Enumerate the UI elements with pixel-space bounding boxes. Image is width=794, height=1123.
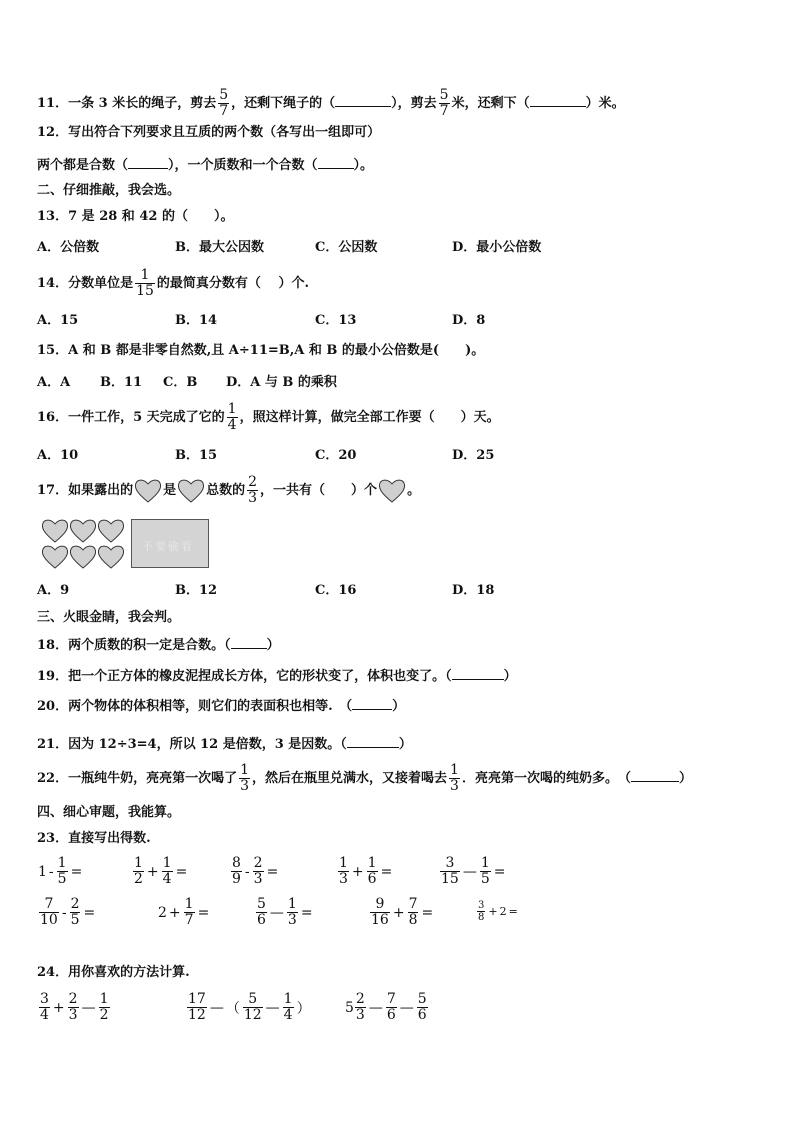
- fraction: $\frac{1}{3}$: [450, 762, 459, 794]
- calc-item: 5 $\frac{2}{3}$ — $\frac{7}{6}$ — $\frac{5}{6}$: [345, 991, 427, 1023]
- option-b[interactable]: B．最大公因数: [175, 240, 264, 255]
- fraction: $\frac{2}{3}$: [248, 474, 258, 506]
- answer-blank[interactable]: [347, 735, 399, 748]
- question-12: 12．写出符合下列要求且互质的两个数（各写出一组即可）: [37, 125, 381, 140]
- option-a[interactable]: A．10: [37, 448, 79, 463]
- question-13: 13．7 是 28 和 42 的（ ）。: [37, 209, 234, 224]
- option-c[interactable]: C．公因数: [315, 240, 378, 255]
- question-11: 11．一条 3 米长的绳子，剪去 $\frac{5}{7}$ ，还剩下绳子的（ ），剪去 $\frac{5}{7}$ 米，还剩下（ ）米。: [37, 87, 625, 119]
- hearts-figure: [40, 517, 128, 571]
- answer-blank[interactable]: [530, 94, 586, 107]
- heart-icon: [42, 546, 67, 568]
- option-c[interactable]: C．16: [315, 583, 357, 598]
- calc-item: 1 - $\frac{1}{5}$ =: [38, 855, 83, 887]
- option-a[interactable]: A．A: [37, 375, 71, 390]
- question-19: 19．把一个正方体的橡皮泥捏成长方体，它的形状变了，体积也变了。（ ）: [37, 669, 517, 684]
- question-18: 18．两个质数的积一定是合数。（ ）: [37, 638, 280, 653]
- option-a[interactable]: A．15: [37, 313, 79, 328]
- option-c[interactable]: C．B: [163, 375, 198, 390]
- option-c[interactable]: C．20: [315, 448, 357, 463]
- calc-item: $\frac{1}{2}$ + $\frac{1}{4}$ =: [134, 855, 188, 887]
- section-heading: 四、细心审题，我能算。: [37, 805, 181, 820]
- calc-item: $\frac{7}{10}$ - $\frac{2}{5}$ =: [40, 896, 96, 928]
- heart-icon: [133, 478, 163, 504]
- question-22: 22．一瓶纯牛奶，亮亮第一次喝了 $\frac{1}{3}$ ，然后在瓶里兑满水，又接着喝去 $\frac{1}{3}$ ．亮亮第一次喝的纯奶多。 （ ）: [37, 762, 692, 794]
- option-d[interactable]: D．18: [452, 583, 495, 598]
- option-d[interactable]: D．25: [452, 448, 495, 463]
- fraction: $\frac{1}{4}$: [227, 401, 237, 433]
- fraction: $\frac{1}{15}$: [136, 267, 154, 299]
- calc-item: $\frac{17}{12}$ — （ $\frac{5}{12}$ — $\frac{1}{4}$ ）: [188, 991, 311, 1023]
- question-14: 14．分数单位是 $\frac{1}{15}$ 的最简真分数有（ ）个.: [37, 267, 309, 299]
- heart-icon: [377, 478, 407, 504]
- answer-blank[interactable]: [452, 667, 504, 680]
- option-b[interactable]: B．12: [175, 583, 218, 598]
- cover-box: 不要偷看: [131, 519, 209, 568]
- option-b[interactable]: B．11: [100, 375, 143, 390]
- heart-icon: [98, 520, 123, 542]
- fraction: $\frac{5}{7}$: [439, 87, 449, 119]
- question-21: 21．因为 12÷3=4，所以 12 是倍数，3 是因数。（ ）: [37, 737, 412, 752]
- option-d[interactable]: D．最小公倍数: [452, 240, 542, 255]
- calc-item: 2 + $\frac{1}{7}$ =: [158, 896, 210, 928]
- option-a[interactable]: A．公倍数: [37, 240, 100, 255]
- calc-item: $\frac{9}{16}$ + $\frac{7}{8}$ =: [371, 896, 434, 928]
- heart-icon: [70, 520, 95, 542]
- calc-item: $\frac{3}{4}$ + $\frac{2}{3}$ — $\frac{1}{2}$: [40, 991, 109, 1023]
- option-a[interactable]: A．9: [37, 583, 70, 598]
- heart-icon: [176, 478, 206, 504]
- answer-blank[interactable]: [231, 636, 267, 649]
- answer-blank[interactable]: [335, 94, 391, 107]
- answer-blank[interactable]: [128, 156, 168, 169]
- answer-blank[interactable]: [318, 156, 354, 169]
- question-23: 23．直接写出得数.: [37, 831, 151, 846]
- question-24: 24．用你喜欢的方法计算.: [37, 965, 190, 980]
- question-12-line2: 两个都是合数（ ），一个质数和一个合数（ ）。: [37, 158, 374, 173]
- calc-item: $\frac{3}{15}$ — $\frac{1}{5}$ =: [441, 855, 506, 887]
- calc-item: $\frac{8}{9}$ - $\frac{2}{3}$ =: [232, 855, 279, 887]
- question-17: 17．如果露出的 是 总数的 $\frac{2}{3}$ ，一共有（ ）个 。: [37, 474, 421, 506]
- heart-icon: [98, 546, 123, 568]
- heart-icon: [42, 520, 67, 542]
- option-c[interactable]: C．13: [315, 313, 357, 328]
- section-heading: 三、火眼金睛，我会判。: [37, 610, 181, 625]
- question-15: 15．A 和 B 都是非零自然数,且 A÷11=B,A 和 B 的最小公倍数是( )。: [37, 343, 485, 358]
- question-16: 16．一件工作，5 天完成了它的 $\frac{1}{4}$ ，照这样计算，做完全部工作要（ ）天。: [37, 401, 500, 433]
- question-20: 20．两个物体的体积相等，则它们的表面积也相等. （ ）: [37, 699, 406, 714]
- section-heading: 二、仔细推敲，我会选。: [37, 183, 181, 198]
- calc-item: $\frac{5}{6}$ — $\frac{1}{3}$ =: [257, 896, 313, 928]
- option-d[interactable]: D．8: [452, 313, 486, 328]
- answer-blank[interactable]: [352, 697, 392, 710]
- fraction: $\frac{1}{3}$: [240, 762, 250, 794]
- option-b[interactable]: B．14: [175, 313, 218, 328]
- option-d[interactable]: D．A 与 B 的乘积: [226, 375, 337, 390]
- option-b[interactable]: B．15: [175, 448, 218, 463]
- answer-blank[interactable]: [631, 769, 679, 782]
- calc-item: $\frac{1}{3}$ + $\frac{1}{6}$ =: [339, 855, 393, 887]
- fraction: $\frac{5}{7}$: [219, 87, 229, 119]
- heart-icon: [70, 546, 95, 568]
- calc-item: $\frac{3}{8}$ + 2 =: [478, 900, 518, 923]
